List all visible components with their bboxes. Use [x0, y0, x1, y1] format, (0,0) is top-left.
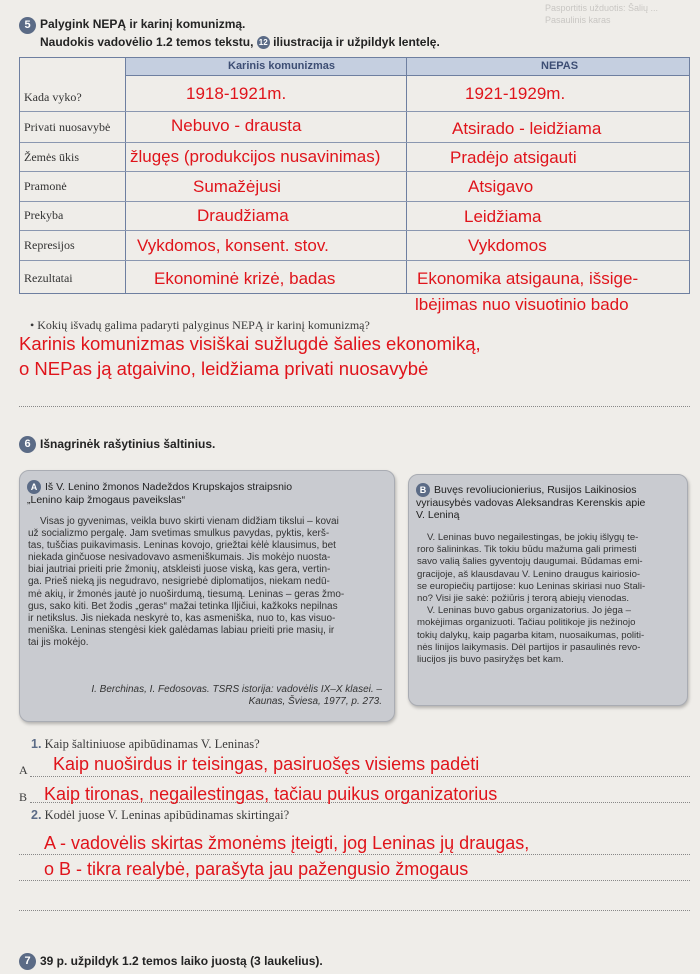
row-label-industry: Pramonė [24, 179, 67, 193]
source-b-line: nės linijos laikymasis. Dėl partijos ir pasaulinės revo- [417, 641, 641, 653]
source-a-body [28, 516, 388, 649]
row-label-repressions: Represijos [24, 238, 75, 252]
faded-header-text: Pasportitis užduotis: Šalių ... Pasaulinis karas [545, 3, 659, 25]
table-header-row [125, 58, 689, 76]
illustration-number-icon: 12 [257, 36, 270, 49]
source-b-badge: B [416, 483, 430, 497]
cell-nep-results-line1: Ekonomika atsigauna, išsige- [417, 269, 639, 288]
task-number-5: 5 [19, 17, 36, 34]
task6-title: Išnagrinėk rašytinius šaltinius. [40, 437, 216, 451]
question-1 [31, 737, 260, 752]
cell-war-communism-property: Nebuvo - drausta [171, 116, 302, 135]
row-divider [20, 111, 689, 112]
row-divider [20, 230, 689, 231]
source-b-title-line1: Buvęs revoliucionierius, Rusijos Laikinosios [434, 483, 637, 496]
question-2-text: Kodėl juose V. Leninas apibūdinamas skirtingai? [44, 808, 290, 822]
source-b-line: se europiečių partijose: kuo Leninas skiriasi nuo Stali- [417, 580, 646, 592]
answer-b-text: Kaip tironas, negailestingas, tačiau puikus organizatorius [44, 784, 498, 804]
source-b-title-line3: V. Leniną [416, 509, 460, 521]
source-b-line: gracijoje, aš klausdavau V. Lenino draugus kairiosio- [417, 568, 641, 580]
answer-dotted-line [19, 406, 690, 407]
source-a-line: niekada ginčuose nesivadovavo asmeniškumais. Jis mokėjo nuosta- [28, 552, 331, 564]
source-a-line: tas, tuščias puikavimasis. Leninas kovojo, griežtai kėlė klausimus, bet [28, 540, 336, 552]
cell-nep-repressions: Vykdomos [468, 236, 547, 255]
source-b-heading [416, 483, 682, 521]
source-a-box [19, 470, 395, 722]
row-divider [20, 201, 689, 202]
source-a-line: ga. Prieš nieką jis negudravo, nesigriebė diplomatijos, niekam nedū- [28, 576, 330, 588]
source-a-line: Visas jo gyvenimas, veikla buvo skirti vienam didžiam tikslui – kovai [40, 516, 339, 527]
source-a-line: mė akių, ir žmonės jautė jo nuoširdumą, tiesumą. Leninas – geras žmo- [28, 588, 345, 600]
task-number-6: 6 [19, 436, 36, 453]
source-a-cite-line2: Kaunas, Šviesa, 1977, p. 273. [248, 696, 382, 707]
source-a-line: tai jis mokėjo. [28, 636, 89, 648]
source-a-heading [27, 480, 387, 506]
source-b-line: V. Leninas buvo gabus organizatorius. Jo jėga – [427, 605, 631, 617]
task5-line2-end: iliustracija ir užpildyk lentelę. [273, 35, 440, 49]
answer-dotted-line [19, 854, 690, 855]
cell-nep-trade: Leidžiama [464, 207, 542, 226]
column-divider [406, 58, 407, 293]
question-1-text: Kaip šaltiniuose apibūdinamas V. Leninas? [44, 737, 260, 751]
source-a-badge: A [27, 480, 41, 494]
answer-a-label: A [19, 763, 28, 777]
cell-war-communism-results: Ekonominė krizė, badas [154, 269, 336, 288]
row-divider [20, 260, 689, 261]
q2-answer-line2: o B - tikra realybė, parašyta jau pažengusio žmogaus [44, 859, 469, 879]
task5-question: • Kokių išvadų galima padaryti palyginus NEPĄ ir karinį komunizmą? [30, 318, 370, 332]
source-b-body [417, 532, 683, 666]
cell-war-communism-industry: Sumažėjusi [193, 177, 281, 196]
answer-dotted-line [19, 880, 690, 881]
row-divider [20, 142, 689, 143]
answer-b-label: B [19, 790, 28, 804]
source-a-cite-line1: I. Berchinas, I. Fedosovas. TSRS istorija: vadovėlis IX–X klasei. – [91, 684, 382, 695]
row-label-results: Rezultatai [24, 271, 73, 285]
source-b-line: tokių dalykų, kaip pagarba kitam, nuosaikumas, politi- [417, 629, 645, 641]
question-2 [31, 808, 289, 823]
answer-a-text: Kaip nuoširdus ir teisingas, pasiruošęs visiems padėti [53, 754, 480, 774]
column-divider [125, 58, 126, 293]
source-b-line: liucijos jis buvo pasiryžęs bet kam. [417, 654, 564, 666]
task7-text: 39 p. užpildyk 1.2 temos laiko juostą (3 laukelius). [40, 954, 323, 968]
source-a-citation [32, 684, 382, 708]
cell-war-communism-trade: Draudžiama [197, 206, 289, 225]
source-b-title-line2: vyriausybės vadovas Aleksandras Kerenskis apie [416, 497, 646, 509]
task5-title-line2 [40, 35, 440, 49]
answer-dotted-line [30, 776, 690, 777]
source-b-line: no? Visi jie sakė: požiūris į terorą abiejų vienodas. [417, 593, 630, 605]
question-2-number: 2. [31, 808, 42, 822]
source-b-box [408, 474, 688, 706]
task5-answer-line2: o NEPas ją atgaivino, leidžiama privati nuosavybė [19, 358, 429, 379]
cell-nep-agriculture: Pradėjo atsigauti [450, 148, 577, 167]
source-b-line: V. Leninas buvo negailestingas, be jokių išlygų te- [427, 532, 639, 543]
answer-dotted-line [19, 910, 690, 911]
source-a-title-line1: Iš V. Lenino žmonos Nadeždos Krupskajos straipsnio [45, 480, 293, 493]
source-a-title-line2: „Lenino kaip žmogaus paveikslas“ [27, 494, 186, 506]
task5-title-line1: Palygink NEPĄ ir karinį komunizmą. [40, 17, 246, 31]
row-label-trade: Prekyba [24, 208, 64, 222]
question-1-number: 1. [31, 737, 42, 751]
source-a-line: biai jautriai prieiti prie žmonių, atskleisti juose viską, kas gera, vertin- [28, 564, 331, 576]
cell-nep-results-line2: lbėjimas nuo visuotinio bado [415, 295, 629, 314]
cell-war-communism-repressions: Vykdomos, konsent. stov. [137, 236, 329, 255]
column-header-war-communism: Karinis komunizmas [228, 60, 335, 72]
cell-war-communism-agriculture: žlugęs (produkcijos nusavinimas) [130, 147, 381, 166]
q2-answer-line1: A - vadovėlis skirtas žmonėms įteigti, jog Leninas jų draugas, [44, 833, 530, 853]
source-a-line: gus, sako kiti. Bet žodis „geras“ mažai tetinka Iljičiui, kažkoks nepilnas [28, 600, 338, 612]
comparison-table [19, 57, 690, 294]
source-b-line: roro šalininkas. Tik tokiu būdu mažuma gali primesti [417, 544, 637, 556]
source-a-line: meniška. Leninas stengėsi kiek galėdamas labiau prieiti prie masių, ir [28, 624, 335, 636]
row-divider [20, 171, 689, 172]
cell-war-communism-when: 1918-1921m. [186, 84, 287, 103]
task-number-7: 7 [19, 953, 36, 970]
row-label-agriculture: Žemės ūkis [24, 150, 79, 164]
task5-line2-start: Naudokis vadovėlio 1.2 temos tekstu, [40, 35, 254, 49]
source-b-line: mokėjimas organizuoti. Tačiau politikoje jis nežinojo [417, 617, 636, 629]
cell-nep-when: 1921-1929m. [465, 84, 566, 103]
source-a-line: ir netikslus. Jis niekada neskyrė to, kas asmeniška, nuo to, kas visuo- [28, 612, 336, 624]
task5-question-text: Kokių išvadų galima padaryti palyginus NEPĄ ir karinį komunizmą? [37, 318, 370, 332]
source-b-line: savo valią šalies gyventojų daugumai. Būdamas emi- [417, 556, 643, 568]
task5-answer-line1: Karinis komunizmas visiškai sužlugdė šalies ekonomiką, [19, 333, 481, 354]
cell-nep-industry: Atsigavo [468, 177, 534, 196]
row-label-private-property: Privati nuosavybė [24, 120, 111, 134]
column-header-nep: NEPAS [541, 60, 579, 72]
source-a-line: už socializmo pergalę. Jam svetimas smulkus pavydas, pyktis, kerš- [28, 528, 330, 540]
cell-nep-property: Atsirado - leidžiama [452, 119, 602, 138]
row-label-when: Kada vyko? [24, 90, 82, 104]
